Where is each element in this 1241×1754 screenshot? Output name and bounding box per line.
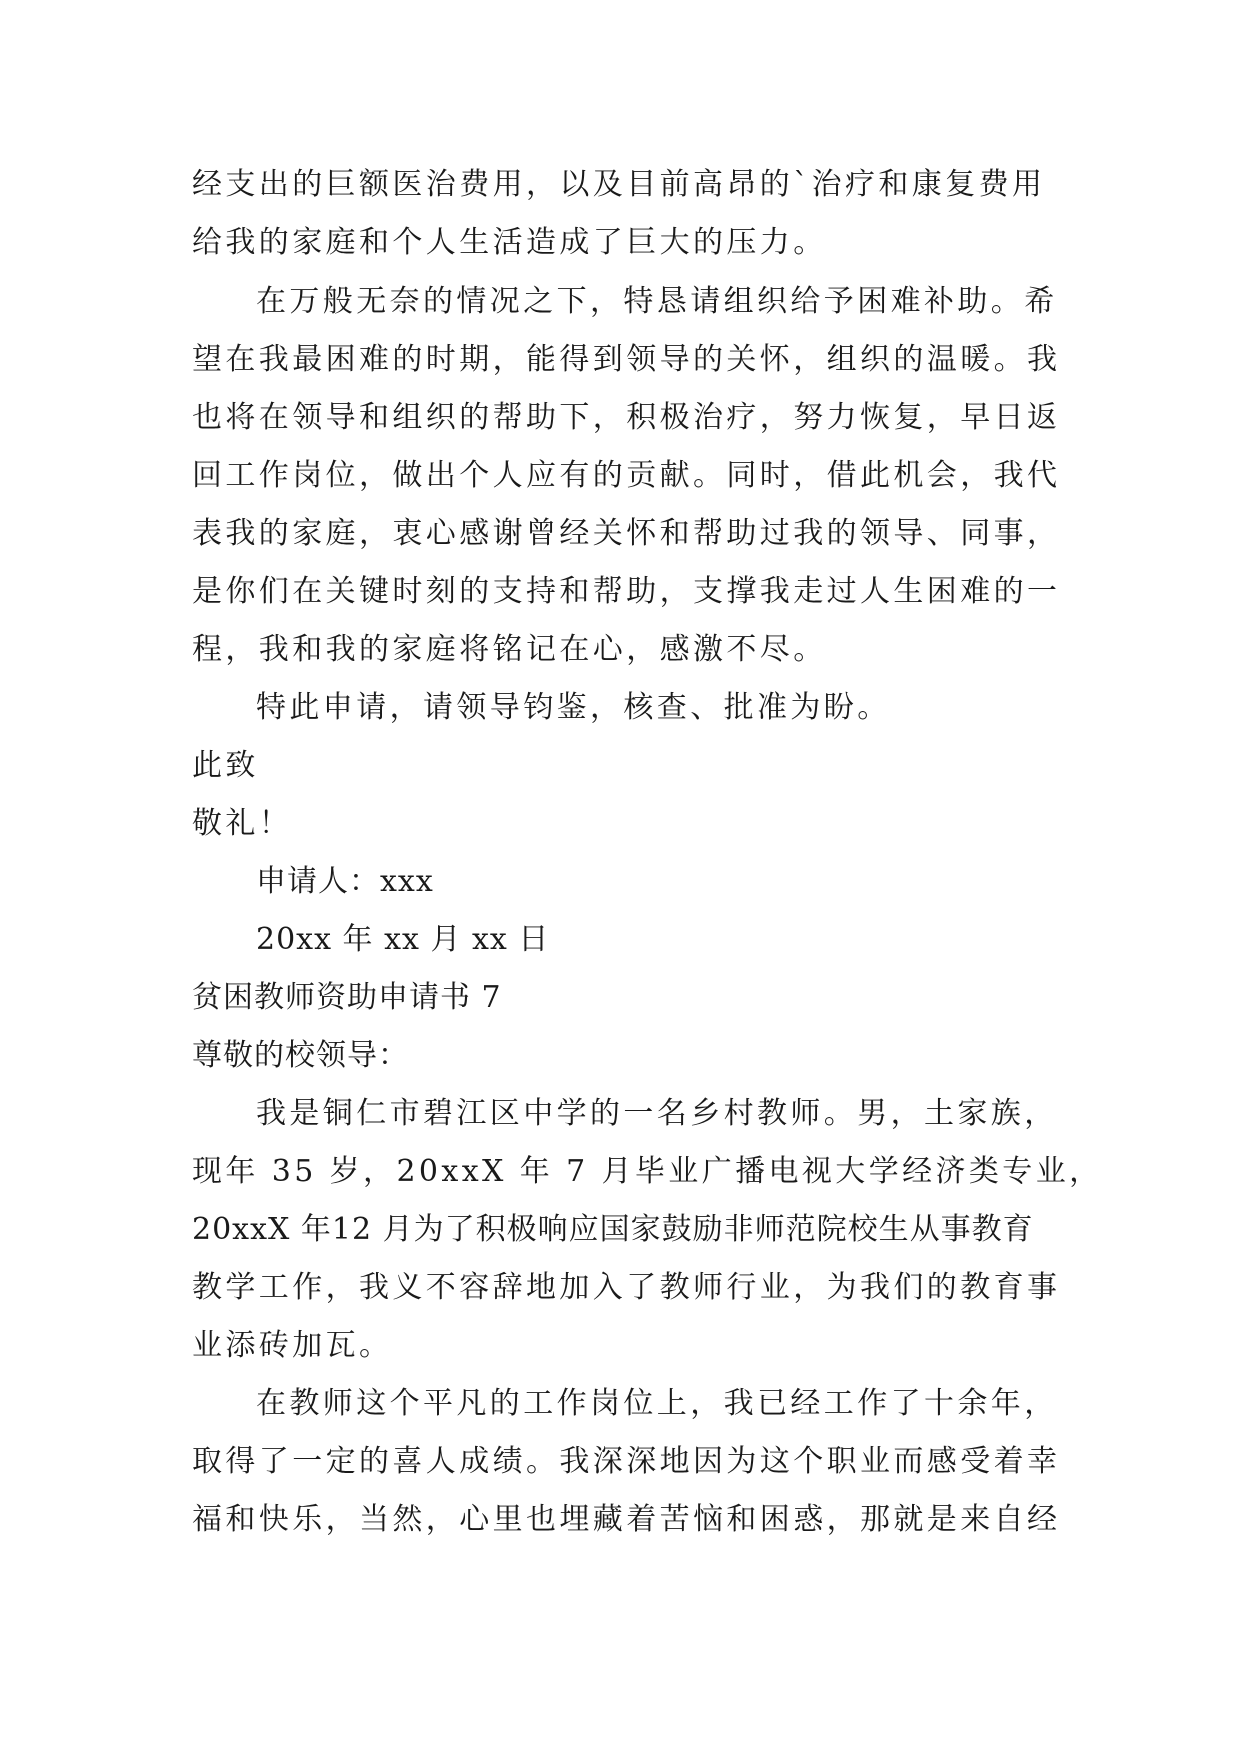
date-line: 20xx 年 xx 月 xx 日: [256, 922, 550, 957]
text-line: 教学工作，我义不容辞地加入了教师行业，为我们的教育事: [192, 1270, 1061, 1305]
text-line: 也将在领导和组织的帮助下，积极治疗，努力恢复，早日返: [192, 400, 1061, 435]
applicant-line: 申请人：xxx: [256, 864, 434, 899]
text-line: 福和快乐，当然，心里也埋藏着苦恼和困惑，那就是来自经: [192, 1502, 1061, 1537]
text-line: 特此申请，请领导钧鉴，核查、批准为盼。: [256, 690, 891, 725]
text-line: 20xxX 年12 月为了积极响应国家鼓励非师范院校生从事教育: [192, 1212, 1034, 1247]
text-line: 望在我最困难的时期，能得到领导的关怀，组织的温暖。我: [192, 342, 1061, 377]
text-line: 经支出的巨额医治费用，以及目前高昂的`治疗和康复费用: [192, 167, 1046, 202]
text-line: 取得了一定的喜人成绩。我深深地因为这个职业而感受着幸: [192, 1444, 1061, 1479]
text-line: 现年 35 岁，20xxX 年 7 月毕业广播电视大学经济类专业，: [192, 1154, 1103, 1189]
text-line: 程，我和我的家庭将铭记在心，感激不尽。: [192, 632, 827, 667]
salutation-line: 敬礼！: [192, 806, 293, 841]
text-line: 回工作岗位，做出个人应有的贡献。同时，借此机会，我代: [192, 458, 1061, 493]
text-line: 我是铜仁市碧江区中学的一名乡村教师。男，土家族，: [256, 1096, 1058, 1131]
text-line: 是你们在关键时刻的支持和帮助，支撑我走过人生困难的一: [192, 574, 1061, 609]
text-line: 业添砖加瓦。: [192, 1328, 393, 1363]
section-title: 贫困教师资助申请书 7: [192, 980, 502, 1015]
salutation-line: 此致: [192, 748, 259, 783]
greeting-line: 尊敬的校领导：: [192, 1038, 409, 1073]
text-line: 在万般无奈的情况之下，特恳请组织给予困难补助。希: [256, 284, 1058, 319]
text-line: 给我的家庭和个人生活造成了巨大的压力。: [192, 225, 827, 260]
text-line: 表我的家庭，衷心感谢曾经关怀和帮助过我的领导、同事，: [192, 516, 1061, 551]
text-line: 在教师这个平凡的工作岗位上，我已经工作了十余年，: [256, 1386, 1058, 1421]
